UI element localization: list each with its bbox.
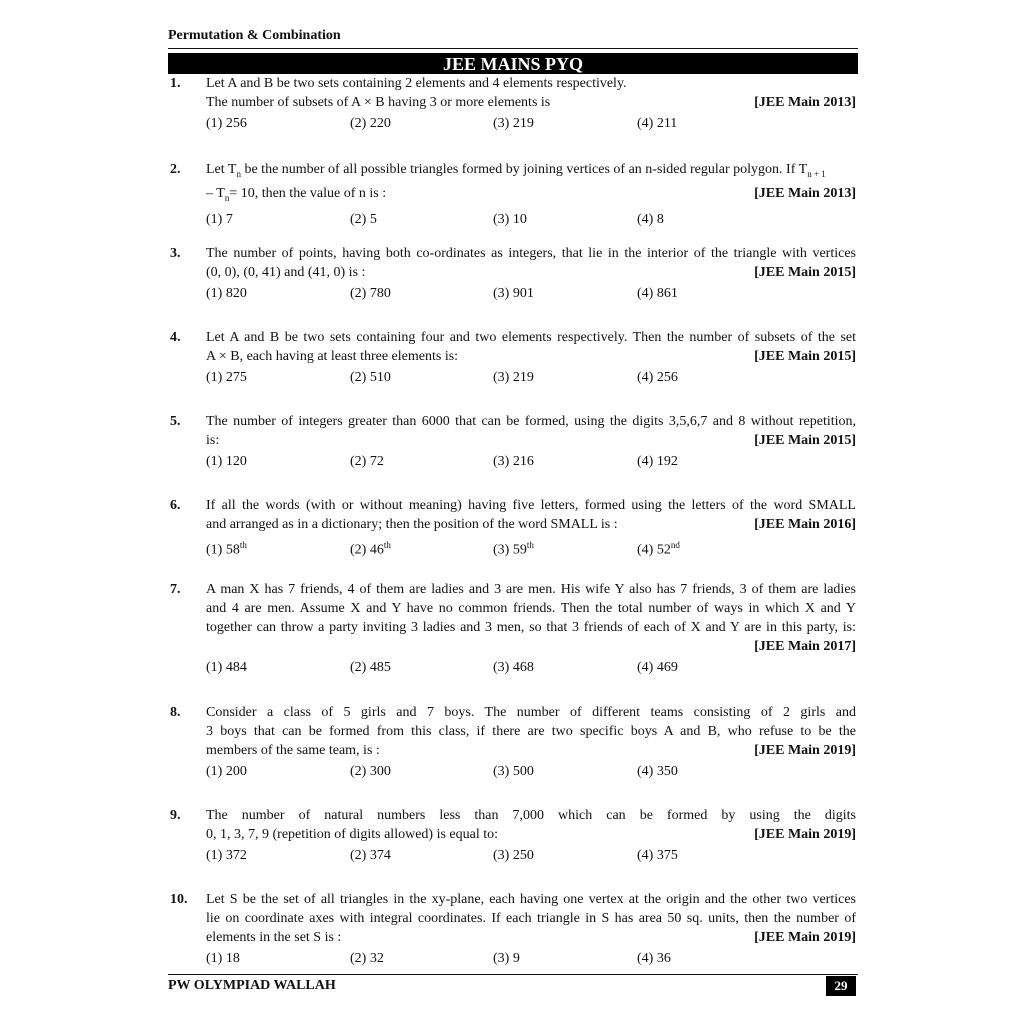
exam-tag: [JEE Main 2015] bbox=[754, 349, 856, 364]
option-2: (2) 220 bbox=[350, 116, 391, 131]
question-text: Let S be the set of all triangles in the xy-plane, each having one vertex at the origin and the other two vertices bbox=[206, 892, 856, 907]
option-1: (1) 200 bbox=[206, 764, 247, 779]
question-number: 8. bbox=[170, 705, 181, 720]
option-4: (4) 469 bbox=[637, 660, 678, 675]
question-number: 7. bbox=[170, 582, 181, 597]
options-row bbox=[206, 452, 856, 474]
question-text: members of the same team, is : bbox=[206, 743, 380, 758]
option-1: (1) 58th bbox=[206, 540, 247, 558]
option-1: (1) 820 bbox=[206, 286, 247, 301]
footer-rule bbox=[168, 974, 858, 975]
question-text: The number of integers greater than 6000 that can be formed, using the digits 3,5,6,7 and 8 without repetition, bbox=[206, 414, 856, 429]
options-row bbox=[206, 284, 856, 306]
option-2: (2) 780 bbox=[350, 286, 391, 301]
option-2: (2) 5 bbox=[350, 211, 377, 227]
option-4: (4) 52nd bbox=[637, 540, 680, 558]
exam-tag: [JEE Main 2019] bbox=[754, 743, 856, 758]
option-1: (1) 275 bbox=[206, 370, 247, 385]
exam-tag: [JEE Main 2015] bbox=[754, 265, 856, 280]
options-row bbox=[206, 658, 856, 680]
option-4: (4) 375 bbox=[637, 848, 678, 863]
options-row bbox=[206, 846, 856, 868]
options-row bbox=[206, 368, 856, 390]
question-text: Let $T_n$ be the number of all possible triangles formed by joining vertices of an n-sided regular polygon. If $T_{n + 1}$ bbox=[206, 162, 826, 179]
question-text: A × B, each having at least three elements is: bbox=[206, 349, 459, 364]
option-4: (4) 861 bbox=[637, 286, 678, 301]
option-3: (3) 216 bbox=[493, 454, 534, 469]
exam-tag: [JEE Main 2017] bbox=[754, 639, 856, 654]
option-3: (3) 901 bbox=[493, 286, 534, 301]
exam-tag: [JEE Main 2019] bbox=[754, 827, 856, 842]
option-3: (3) 219 bbox=[493, 370, 534, 385]
question-text: elements in the set S is : bbox=[206, 930, 342, 945]
option-1: (1) 18 bbox=[206, 951, 240, 966]
header-rule bbox=[168, 48, 858, 49]
option-4: (4) 192 bbox=[637, 454, 678, 469]
option-4: (4) 8 bbox=[637, 211, 664, 227]
question-number: 9. bbox=[170, 808, 181, 823]
options-row bbox=[206, 114, 856, 136]
question-text: and 4 are men. Assume X and Y have no common friends. Then the total number of ways in which X and Y bbox=[206, 601, 856, 616]
question-text: 3 boys that can be formed from this class, if there are two specific boys A and B, who refuse to be the bbox=[206, 724, 856, 739]
options-row bbox=[206, 949, 856, 971]
question-text: together can throw a party inviting 3 ladies and 3 men, so that 3 friends of each of X and Y are in this party, is: bbox=[206, 620, 856, 635]
question-text: Let A and B be two sets containing 2 elements and 4 elements respectively. bbox=[206, 76, 627, 91]
option-1: (1) 372 bbox=[206, 848, 247, 863]
option-2: (2) 485 bbox=[350, 660, 391, 675]
question-number: 10. bbox=[170, 892, 188, 907]
option-3: (3) 500 bbox=[493, 764, 534, 779]
footer-brand: PW OLYMPIAD WALLAH bbox=[168, 978, 336, 993]
question-text: The number of points, having both co-ordinates as integers, that lie in the interior of the triangle with vertices bbox=[206, 246, 856, 261]
question-number: 1. bbox=[170, 76, 181, 91]
option-2: (2) 32 bbox=[350, 951, 384, 966]
option-4: (4) 350 bbox=[637, 764, 678, 779]
options-row bbox=[206, 536, 856, 558]
option-1: (1) 120 bbox=[206, 454, 247, 469]
option-3: (3) 9 bbox=[493, 951, 520, 966]
chapter-title: Permutation & Combination bbox=[168, 28, 341, 43]
option-3: (3) 219 bbox=[493, 116, 534, 131]
question-text: If all the words (with or without meaning) having five letters, formed using the letters of the word SMALL bbox=[206, 498, 856, 513]
question-text: 0, 1, 3, 7, 9 (repetition of digits allowed) is equal to: bbox=[206, 827, 499, 842]
exam-tag: [JEE Main 2015] bbox=[754, 433, 856, 448]
page-number: 29 bbox=[826, 976, 856, 996]
option-4: (4) 211 bbox=[637, 116, 678, 131]
question-text: lie on coordinate axes with integral coordinates. If each triangle in S has area 50 sq. units, then the number of bbox=[206, 911, 856, 926]
options-row bbox=[206, 762, 856, 784]
options-row bbox=[206, 210, 856, 232]
question-text: and arranged as in a dictionary; then the position of the word SMALL is : bbox=[206, 517, 618, 532]
question-number: 4. bbox=[170, 330, 181, 345]
question-text: A man X has 7 friends, 4 of them are ladies and 3 are men. His wife Y also has 7 friends, 3 of them are ladies bbox=[206, 582, 856, 597]
option-2: (2) 510 bbox=[350, 370, 391, 385]
document-page bbox=[168, 0, 858, 1024]
option-3: (3) 59th bbox=[493, 540, 534, 558]
option-1: (1) 256 bbox=[206, 116, 247, 131]
question-text: The number of subsets of A × B having 3 or more elements is bbox=[206, 95, 551, 110]
option-1: (1) 7 bbox=[206, 211, 233, 227]
option-4: (4) 36 bbox=[637, 951, 671, 966]
question-text: is: bbox=[206, 433, 220, 448]
question-text: (0, 0), (0, 41) and (41, 0) is : bbox=[206, 265, 366, 280]
question-text: – $T_n= 10$, then the value of n is : bbox=[206, 185, 387, 203]
question-text: Consider a class of 5 girls and 7 boys. The number of different teams consisting of 2 girls and bbox=[206, 705, 856, 720]
option-2: (2) 374 bbox=[350, 848, 391, 863]
question-number: 2. bbox=[170, 162, 181, 177]
exam-tag: [JEE Main 2016] bbox=[754, 517, 856, 532]
exam-tag: [JEE Main 2019] bbox=[754, 930, 856, 945]
question-number: 5. bbox=[170, 414, 181, 429]
option-2: (2) 46th bbox=[350, 540, 391, 558]
question-text: Let A and B be two sets containing four and two elements respectively. Then the number of subsets of the set bbox=[206, 330, 856, 345]
option-3: (3) 250 bbox=[493, 848, 534, 863]
question-text: The number of natural numbers less than 7,000 which can be formed by using the digits bbox=[206, 808, 856, 823]
option-2: (2) 300 bbox=[350, 764, 391, 779]
option-3: (3) 468 bbox=[493, 660, 534, 675]
exam-tag: [JEE Main 2013] bbox=[754, 95, 856, 110]
option-3: (3) 10 bbox=[493, 211, 527, 227]
section-banner: JEE MAINS PYQ bbox=[168, 53, 858, 74]
exam-tag: [JEE Main 2013] bbox=[754, 185, 856, 201]
question-number: 3. bbox=[170, 246, 181, 261]
option-2: (2) 72 bbox=[350, 454, 384, 469]
question-number: 6. bbox=[170, 498, 181, 513]
option-1: (1) 484 bbox=[206, 660, 247, 675]
option-4: (4) 256 bbox=[637, 370, 678, 385]
